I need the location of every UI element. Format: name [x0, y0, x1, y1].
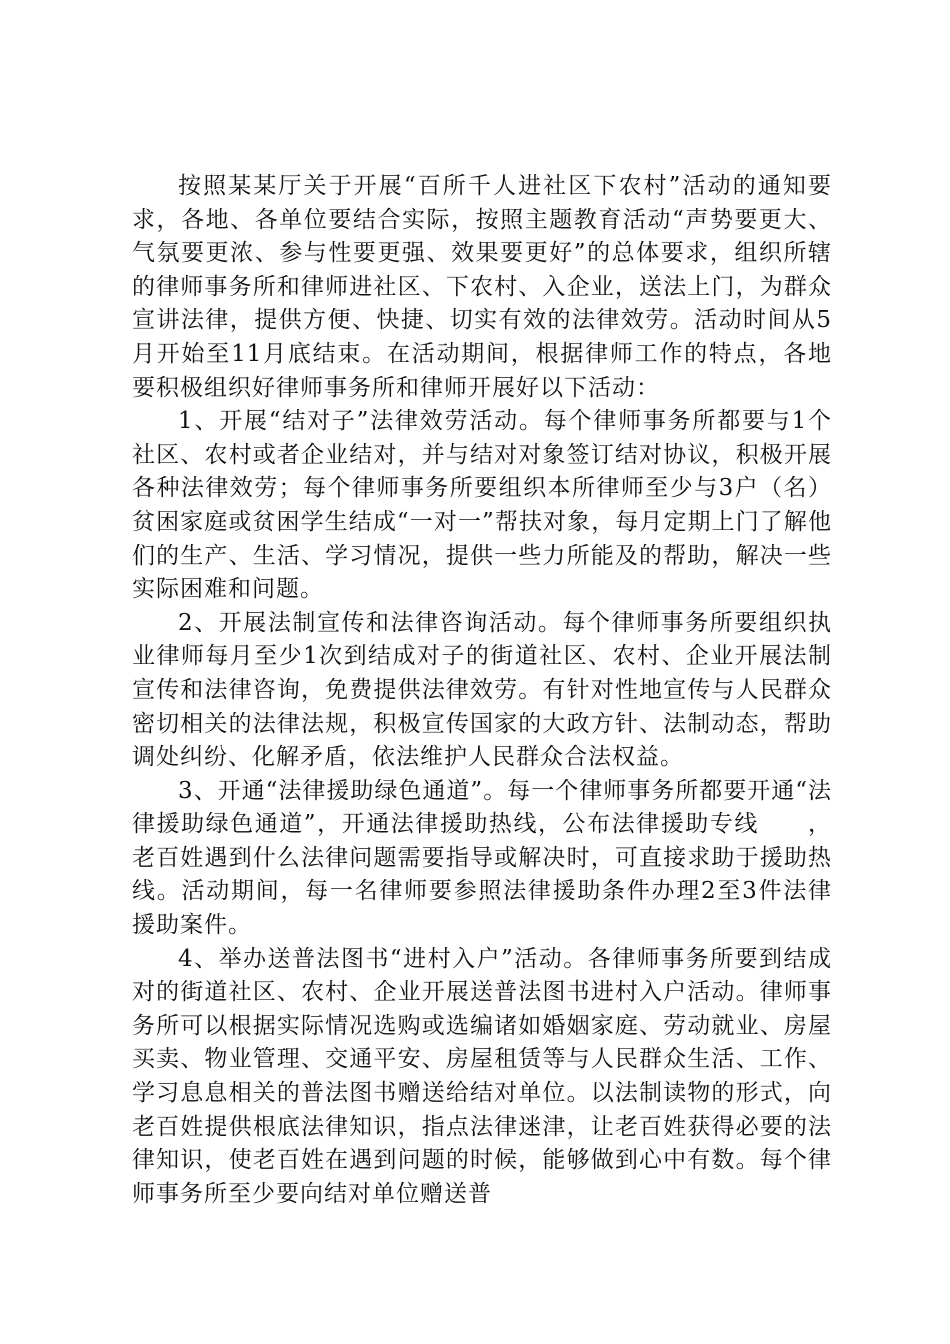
item-1-paragraph: 1、开展“结对子”法律效劳活动。每个律师事务所都要与1个社区、农村或者企业结对，并与结对对象签订结对协议，积极开展各种法律效劳；每个律师事务所要组织本所律师至少与3户（名）贫困家庭或贫困学生结成“一对一”帮扶对象，每月定期上门了解他们的生产、生活、学习情况，提供一些力所能及的帮助，解决一些实际困难和问题。 — [132, 408, 832, 603]
item-2-paragraph: 2、开展法制宣传和法律咨询活动。每个律师事务所要组织执业律师每月至少1次到结成对子的街道社区、农村、企业开展法制宣传和法律咨询，免费提供法律效劳。有针对性地宣传与人民群众密切相关的法律法规，积极宣传国家的大政方针、法制动态，帮助调处纠纷、化解矛盾，依法维护人民群众合法权益。 — [132, 609, 832, 771]
item-4-paragraph: 4、举办送普法图书“进村入户”活动。各律师事务所要到结成对的街道社区、农村、企业开展送普法图书进村入户活动。律师事务所可以根据实际情况选购或选编诸如婚姻家庭、劳动就业、房屋买卖、物业管理、交通平安、房屋租赁等与人民群众生活、工作、学习息息相关的普法图书赠送给结对单位。以法制读物的形式，向老百姓提供根底法律知识，指点法律迷津，让老百姓获得必要的法律知识，使老百姓在遇到问题的时候，能够做到心中有数。每个律师事务所至少要向结对单位赠送普 — [132, 945, 832, 1207]
intro-paragraph: 按照某某厅关于开展“百所千人进社区下农村”活动的通知要求，各地、各单位要结合实际，按照主题教育活动“声势要更大、气氛要更浓、参与性要更强、效果要更好”的总体要求，组织所辖的律师事务所和律师进社区、下农村、入企业，送法上门，为群众宣讲法律，提供方便、快捷、切实有效的法律效劳。活动时间从5月开始至11月底结束。在活动期间，根据律师工作的特点，各地要积极组织好律师事务所和律师开展好以下活动： — [132, 173, 832, 401]
item-3-paragraph: 3、开通“法律援助绿色通道”。每一个律师事务所都要开通“法律援助绿色通道”，开通法律援助热线，公布法律援助专线 ，老百姓遇到什么法律问题需要指导或解决时，可直接求助于援助热线。活动期间，每一名律师要参照法律援助条件办理2至3件法律援助案件。 — [132, 777, 832, 939]
document-body — [132, 170, 832, 1211]
